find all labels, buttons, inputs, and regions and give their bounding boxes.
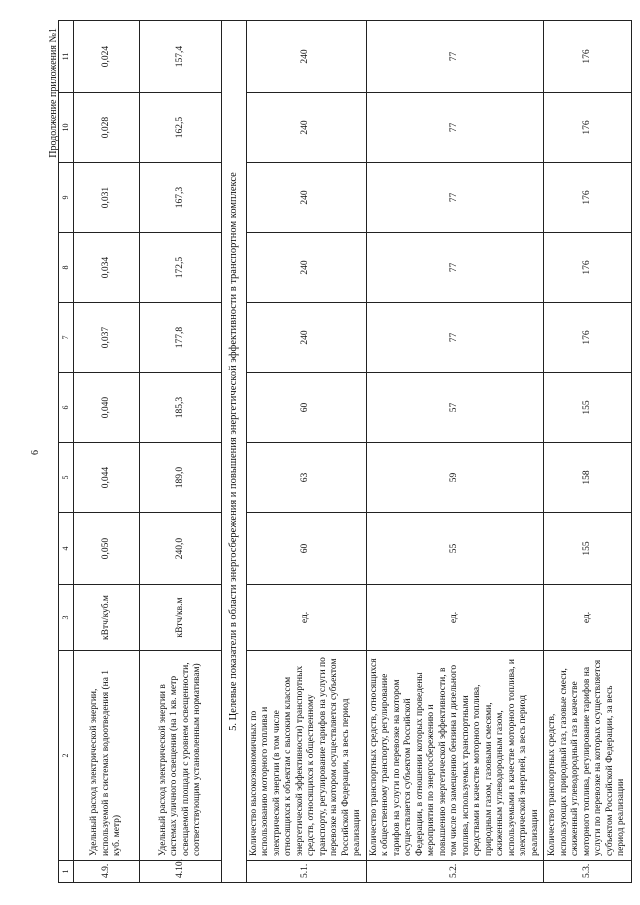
row-number: 5.1. — [246, 861, 366, 883]
table-row — [140, 21, 222, 883]
row-value: 0,050 — [74, 513, 140, 585]
table-row — [366, 21, 544, 883]
row-number: 5.2. — [366, 861, 544, 883]
row-value: 0,040 — [74, 373, 140, 443]
row-value: 167,3 — [140, 163, 222, 233]
row-value: 240 — [246, 233, 366, 303]
row-value: 63 — [246, 443, 366, 513]
row-number: 5.3. — [544, 861, 632, 883]
row-unit: кВтч/куб.м — [74, 585, 140, 651]
column-number: 6 — [59, 373, 74, 443]
row-value: 59 — [366, 443, 544, 513]
table-row — [544, 21, 632, 883]
row-value: 0,031 — [74, 163, 140, 233]
row-unit: ед. — [246, 585, 366, 651]
row-value: 0,028 — [74, 93, 140, 163]
row-description: Количество транспортных средств, использующих природный газ, газовые смеси, сжиженный углеводородный газ в качестве моторного топлива, регулирование тарифов на услуги по перевозке на которых осуществляется субъектом Российской Федерации, за весь период реализации — [544, 651, 632, 861]
column-number: 2 — [59, 651, 74, 861]
row-value: 155 — [544, 373, 632, 443]
row-value: 0,037 — [74, 303, 140, 373]
column-number: 11 — [59, 21, 74, 93]
row-value: 189,0 — [140, 443, 222, 513]
row-value: 240 — [246, 303, 366, 373]
row-value: 176 — [544, 93, 632, 163]
column-number: 10 — [59, 93, 74, 163]
row-value: 0,044 — [74, 443, 140, 513]
column-number: 4 — [59, 513, 74, 585]
row-value: 176 — [544, 163, 632, 233]
row-value: 176 — [544, 233, 632, 303]
row-description: Удельный расход электрической энергии в системах уличного освещения (на 1 кв. метр освещаемой площади с уровнем освещенности, соответствующим установленным нормативам) — [140, 651, 222, 861]
row-value: 177,8 — [140, 303, 222, 373]
row-value: 240,0 — [140, 513, 222, 585]
row-value: 155 — [544, 513, 632, 585]
row-value: 77 — [366, 233, 544, 303]
row-description: Количество транспортных средств, относящихся к общественному транспорту, регулирование тарифов на услуги по перевозке на котором осуществляется субъектом Российской Федерации, в отношении которых проведены мероприятия по энергосбережению и повышению энергетической эффективности, в том числе по замещению бензина и дизельного топлива, используемых транспортными средствами в качестве моторного топлива, природным газом, газовыми смесями, сжиженным углеводородным газом, используемыми в качестве моторного топлива, и электрической энергией, за весь период реализации — [366, 651, 544, 861]
row-value: 172,5 — [140, 233, 222, 303]
row-value: 77 — [366, 163, 544, 233]
table-row — [74, 21, 140, 883]
column-number: 7 — [59, 303, 74, 373]
indicators-table — [58, 20, 632, 883]
row-value: 176 — [544, 21, 632, 93]
column-number: 1 — [59, 861, 74, 883]
section-row — [222, 21, 247, 883]
row-value: 240 — [246, 163, 366, 233]
row-value: 162,5 — [140, 93, 222, 163]
section-title: 5. Целевые показатели в области энергосбережения и повышения энергетической эффективности в транспортном комплексе — [222, 21, 247, 883]
row-value: 60 — [246, 373, 366, 443]
table-row — [246, 21, 366, 883]
row-description: Количество высокоэкономичных по использованию моторного топлива и электрической энергии (в том числе относящихся к объектам с высоким классом энергетической эффективности) транспортных средств, относящихся к общественному транспорту, регулирование тарифов на услуги по перевозке на котором осуществляется субъектом Российской Федерации, за весь период реализации — [246, 651, 366, 861]
row-value: 60 — [246, 513, 366, 585]
row-value: 77 — [366, 303, 544, 373]
header-row — [59, 21, 74, 883]
row-description: Удельный расход электрической энергии, используемой в системах водоотведения (на 1 куб. метр) — [74, 651, 140, 861]
row-value: 240 — [246, 21, 366, 93]
column-number: 3 — [59, 585, 74, 651]
row-value: 77 — [366, 93, 544, 163]
row-number: 4.10. — [140, 861, 222, 883]
row-unit: ед. — [366, 585, 544, 651]
row-value: 0,034 — [74, 233, 140, 303]
row-value: 158 — [544, 443, 632, 513]
row-unit: кВтч/кв.м — [140, 585, 222, 651]
row-value: 240 — [246, 93, 366, 163]
continuation-note: Продолжение приложения №1 — [48, 28, 59, 158]
row-value: 57 — [366, 373, 544, 443]
row-value: 185,3 — [140, 373, 222, 443]
row-value: 55 — [366, 513, 544, 585]
row-value: 0,024 — [74, 21, 140, 93]
row-value: 157,4 — [140, 21, 222, 93]
row-unit: ед. — [544, 585, 632, 651]
row-value: 176 — [544, 303, 632, 373]
column-number: 5 — [59, 443, 74, 513]
column-number: 8 — [59, 233, 74, 303]
column-number: 9 — [59, 163, 74, 233]
row-value: 77 — [366, 21, 544, 93]
row-number: 4.9. — [74, 861, 140, 883]
page-number: 6 — [30, 450, 41, 455]
